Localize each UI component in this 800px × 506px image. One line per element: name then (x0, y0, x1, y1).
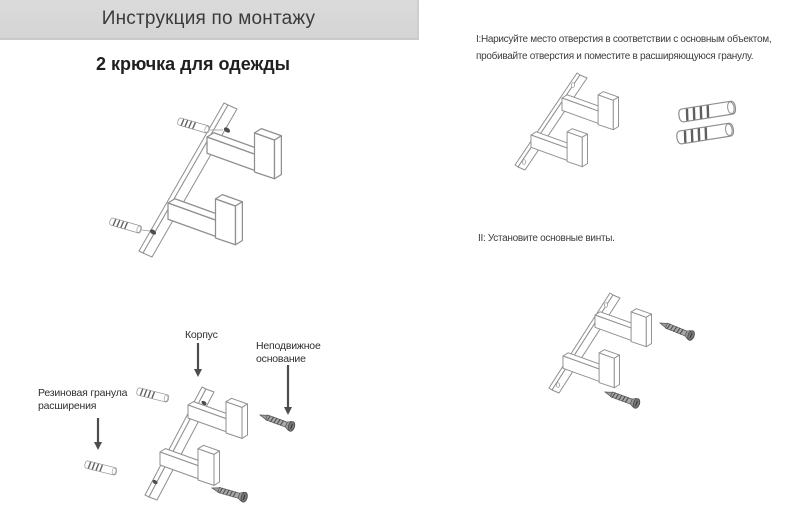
wall-plate-two-hooks-and-screws-icon (535, 280, 780, 430)
mounting-screw-icon (603, 387, 641, 409)
callout-arrow-fixed-base (284, 365, 292, 415)
callout-fixed-base-line-1: Неподвижное (256, 340, 321, 352)
hook-body-icon (188, 398, 248, 438)
wall-anchor-icon (136, 387, 169, 402)
callout-expansion-plug-line-2: расширения (38, 400, 97, 412)
wall-plate-two-hooks-anchors-exploded-icon (90, 85, 315, 265)
mounting-screw-icon (211, 483, 249, 503)
page-title: Инструкция по монтажу (101, 8, 316, 29)
mounting-screw-icon (658, 318, 696, 341)
product-subtitle: 2 крючка для одежды (96, 54, 291, 74)
step-1-line-1: I:Нарисуйте место отверстия в соответствии с основным объектом, (476, 34, 772, 45)
hook-body-icon (160, 445, 220, 485)
step-1-instructions (476, 31, 771, 65)
callout-label-fixed-base (256, 340, 321, 366)
callout-label-expansion-plug (38, 387, 127, 413)
wall-anchor-icon (676, 123, 734, 145)
title-bar (0, 0, 419, 40)
hook-body-icon (562, 92, 619, 130)
hook-body-icon (563, 350, 620, 388)
wall-anchor-icon (177, 117, 210, 133)
callout-arrow-expansion-plug (94, 418, 102, 450)
hook-body-icon (207, 129, 281, 179)
wall-anchor-icon (84, 460, 117, 475)
mounting-screw-icon (258, 410, 296, 432)
wall-anchor-icon (678, 101, 736, 123)
hook-body-icon (595, 309, 652, 347)
callout-arrow-body (194, 343, 202, 377)
wall-anchor-icon (109, 217, 142, 233)
hook-body-icon (168, 195, 242, 245)
step-2-instructions: II: Установите основные винты. (478, 233, 615, 244)
callout-fixed-base-line-2: основание (256, 353, 306, 365)
step-1-line-2: пробивайте отверстия и поместите в расширяющуюся гранулу. (476, 51, 754, 62)
callout-expansion-plug-line-1: Резиновая гранула (38, 387, 128, 399)
hook-body-icon (531, 129, 588, 167)
wall-plate-two-hooks-and-anchors-parts-icon (500, 70, 770, 205)
callout-label-body: Корпус (185, 329, 218, 341)
